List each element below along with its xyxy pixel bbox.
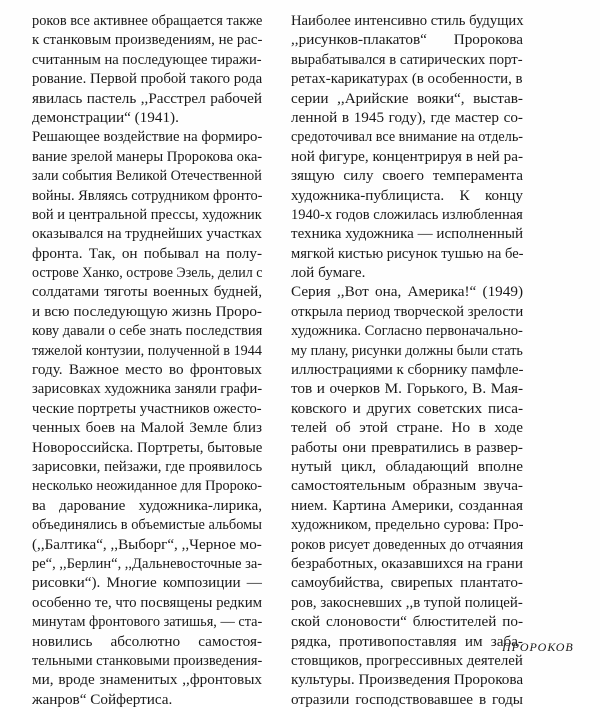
text-line: средоточивал все внимание на отдель- [291,128,524,146]
text-line: вырабатывался в сатирических порт- [291,50,523,68]
text-line: Новороссийска. Портреты, бытовые [32,438,263,456]
text-line: зарисовки, пейзажи, где проявилось [32,457,263,475]
text-line: считанным на последующее тиражи- [32,50,262,68]
text-line: тов и очерков М. Горького, В. Мая- [291,380,523,398]
text-line: ченных боев на Малой Земле близ [32,419,262,437]
text-line: войны. Являясь сотрудником фронто- [32,186,263,204]
text-line: роков все активнее обращается также [32,12,263,29]
text-line: культуры. Произведения Пророкова [291,671,524,689]
left-text-column [32,11,262,709]
text-line: тельными станковыми произведения- [32,651,263,669]
text-line: ской слоновости“ блюстителей по- [291,613,523,631]
text-line: ной фигуре, концентрируя в ней ра- [291,147,523,165]
text-line: демонстрации“ (1941). [32,108,179,126]
text-line: вой и центральной прессы, художник [32,205,262,223]
text-line: серии ,,Арийские вояки“, выстав- [291,89,523,107]
text-line: отразили господствовавшее в годы [291,690,523,708]
text-line: явилась пастель ,,Расстрел рабочей [32,89,262,107]
text-line: Наиболее интенсивно стиль будущих [291,12,524,29]
text-line: Решающее воздействие на формиро- [32,128,263,146]
text-line: к станковым произведениям, не рас- [32,31,263,49]
text-line: ми, вроде знаменитых ,,фронтовых [32,671,262,689]
text-line: роков рисует доведенных до отчаяния [291,535,524,553]
text-line: рование. Первой пробой такого рода [32,70,263,88]
text-line: зящую силу своего темперамента [291,167,523,185]
text-line: оказывался на труднейших участках [32,225,263,243]
text-line: мягкой кистью рисунок тушью на бе- [291,244,524,262]
text-line: техника художника — исполненный [291,225,524,243]
text-line: художника-публициста. К концу [291,186,523,204]
text-line: Серия ,,Вот она, Америка!“ (1949) [291,283,523,301]
text-line: ва дарование художника-лирика, [32,496,262,514]
text-line: особенно те, что посвящены редким [32,593,263,611]
text-line: ковского и других советских писа- [291,399,523,417]
text-line: художника. Согласно первоначально- [291,322,523,340]
running-head: ПРОРОКОВ [502,640,574,654]
text-line: рядка, противопоставляя им заба- [291,632,523,650]
text-line: нутый цикл, обладающий вполне [291,457,523,475]
text-line: лой бумаге. [291,264,366,282]
text-line: вание зрелой манеры Пророкова ока- [32,147,263,165]
text-line: работы они превратились в развер- [291,438,523,456]
text-line: телей об этой стране. Но в ходе [291,419,523,437]
text-line: рисовки“). Многие композиции — [32,574,262,592]
text-line: безработных, оказавшихся на грани [291,554,523,572]
text-line: тяжелой контузии, полученной в 1944 [32,341,262,359]
text-line: самостоятельным образным звуча- [291,477,523,495]
text-line: зали события Великой Отечественной [32,167,262,185]
text-line: иллюстрациями к сборнику памфле- [291,361,524,379]
text-line: художником, предельно сурова: Про- [291,516,524,534]
text-line: нием. Картина Америки, созданная [291,496,523,514]
text-line: зарисовках художника заняли графи- [32,380,263,398]
text-line: объединялись в объемистые альбомы [32,516,262,534]
text-line: ре“, ,,Берлин“, ,,Дальневосточные за- [32,554,263,572]
text-line: ленной в 1945 году), где мастер со- [291,108,523,126]
text-line: открыла период творческой зрелости [291,302,524,320]
text-line: минутам фронтового затишья, — ста- [32,613,263,631]
text-line: новились абсолютно самостоя- [32,632,262,650]
text-line: и всю последующую жизнь Проро- [32,302,262,320]
text-line: солдатами тяготы военных будней, [32,283,262,301]
text-line: (,,Балтика“, ,,Выборг“, ,,Черное мо- [32,535,262,553]
text-line: стовщиков, прогрессивных деятелей [291,651,523,669]
text-line: острове Ханко, острове Эзель, делил с [32,264,263,282]
text-line: самоубийства, свирепых плантато- [291,574,523,592]
text-line: ретах-карикатурах (в особенности, в [291,70,523,88]
text-line: жанров“ Сойфертиса. [32,690,173,708]
text-line: 1940-х годов сложилась излюбленная [291,205,523,223]
text-line: фронта. Так, он побывал на полу- [32,244,262,262]
text-line: ,,рисунков-плакатов“ Пророкова [291,31,523,49]
text-line: ров, закосневших ,,в тупой полицей- [291,593,523,611]
text-line: кову давали о себе знать последствия [32,322,263,340]
text-line: ческие портреты участников ожесто- [32,399,262,417]
text-line: году. Важное место во фронтовых [32,361,262,379]
text-line: несколько неожиданное для Пророко- [32,477,262,495]
right-text-column [291,11,523,709]
text-line: му плану, рисунки должны были стать [291,341,523,359]
